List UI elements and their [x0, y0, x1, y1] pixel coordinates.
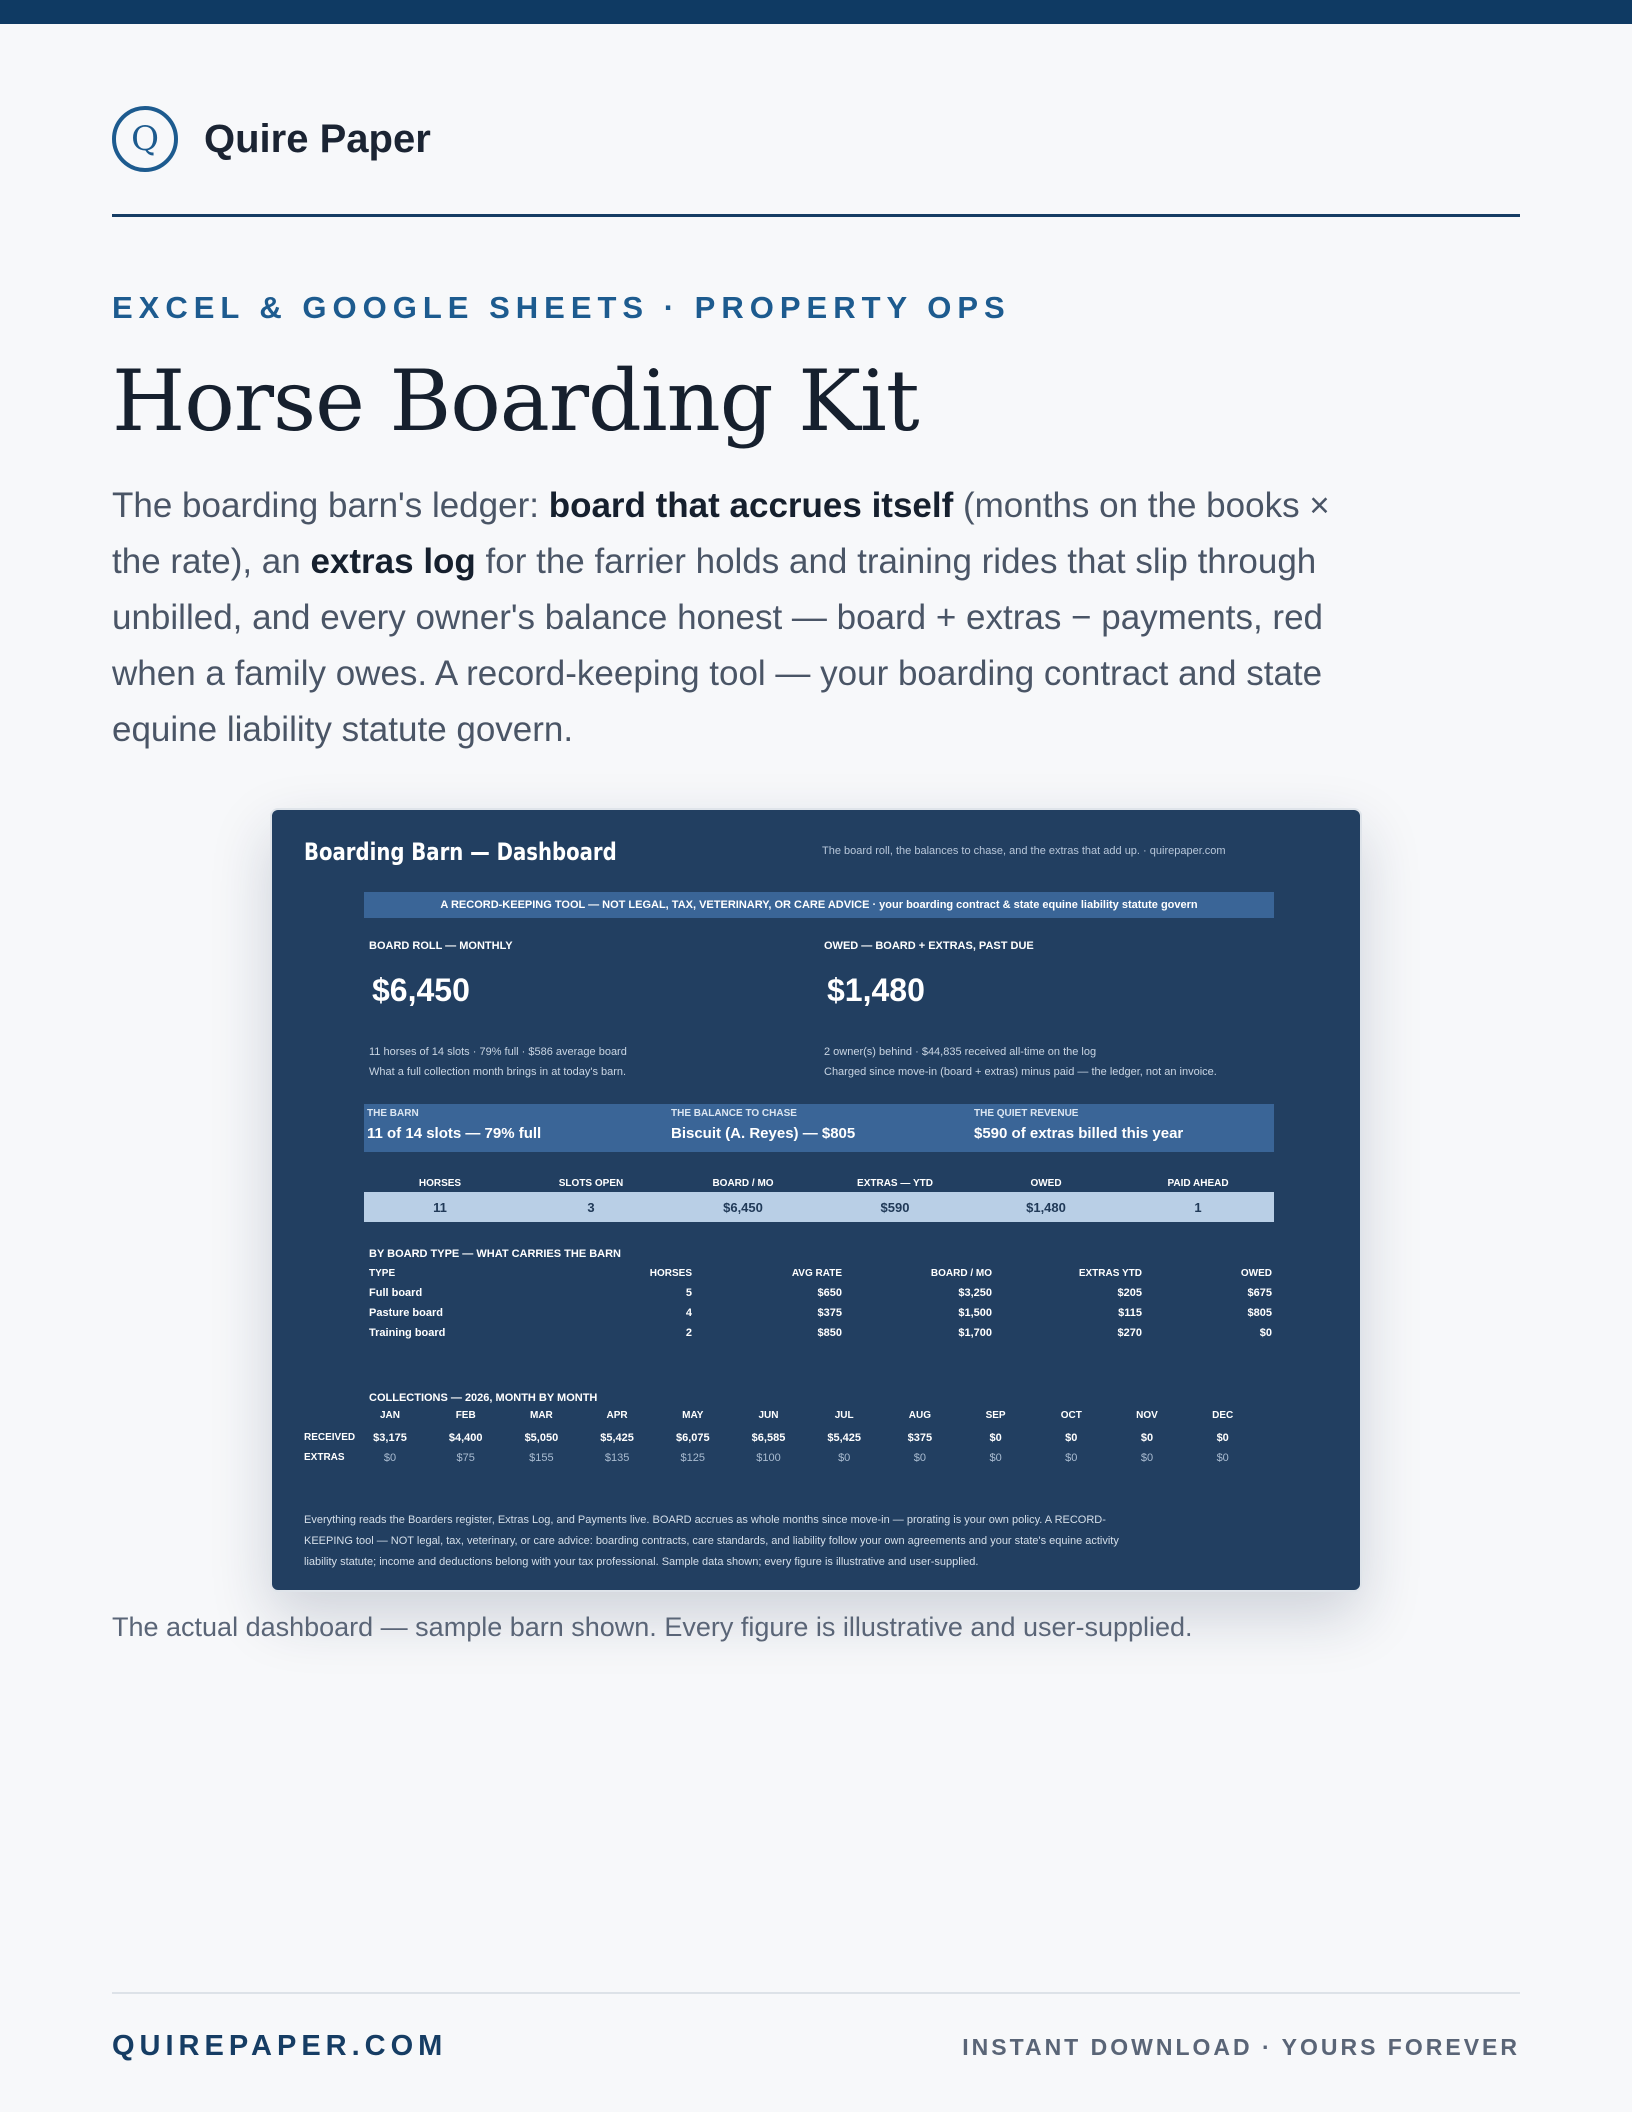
owed-value: $1,480: [827, 972, 925, 1008]
header-divider: [112, 214, 1520, 217]
table-cell: Training board: [369, 1327, 446, 1339]
table-header: TYPE: [369, 1268, 396, 1279]
product-description: The boarding barn's ledger: board that accrues itself (months on the books × the rate), an extras log for the farrier holds and training rides that slip through unbilled, and every owner's balance honest — board + extras − payments, red when a family owes. A record-keeping tool — your boarding contract and state equine liability statute govern.: [112, 486, 1330, 749]
received-value: $6,075: [675, 1432, 710, 1444]
table-cell: Pasture board: [369, 1307, 443, 1319]
insight-card: [971, 1104, 1274, 1152]
insight-card-label: THE QUIET REVENUE: [974, 1108, 1079, 1119]
extras-value: $0: [838, 1452, 851, 1464]
kpi-value: $590: [880, 1200, 910, 1215]
table-cell: $1,500: [958, 1307, 992, 1319]
dashboard-footnote: Everything reads the Boarders register, Extras Log, and Payments live. BOARD accrues as whole months since move-in — prorating is your own policy. A RECORD-KEEPING tool — NOT legal, tax, veterinary, or care advice: boarding contracts, care standards, and liability follow your own agreements and your state's equine activity liability statute; income and deductions belong with your tax professional. Sample data shown; every figure is illustrative and user-supplied.: [304, 1514, 1119, 1568]
kpi-header: EXTRAS — YTD: [857, 1178, 933, 1189]
board-roll-value: $6,450: [372, 972, 470, 1008]
dashboard-screenshot: [270, 808, 1362, 1592]
extras-value: $0: [989, 1452, 1002, 1464]
table-cell: $850: [817, 1327, 842, 1339]
footer-divider: [112, 1992, 1520, 1994]
board-roll-label: BOARD ROLL — MONTHLY: [369, 940, 513, 952]
kpi-header: SLOTS OPEN: [558, 1178, 624, 1189]
top-accent-bar: [0, 0, 1632, 24]
table-cell: $650: [817, 1287, 842, 1299]
month-header: AUG: [908, 1410, 931, 1421]
table-cell: $115: [1118, 1307, 1142, 1319]
table-cell: $375: [817, 1307, 842, 1319]
kpi-header: HORSES: [418, 1178, 462, 1189]
table-cell: $205: [1117, 1287, 1142, 1299]
brand-mark-icon: Q: [112, 106, 178, 172]
extras-value: $0: [1216, 1452, 1229, 1464]
insight-card-value: Biscuit (A. Reyes) — $805: [671, 1125, 856, 1142]
table-header: BOARD / MO: [930, 1268, 992, 1279]
kpi-header: PAID AHEAD: [1167, 1178, 1229, 1189]
board-roll-note: 11 horses of 14 slots · 79% full · $586 average board: [369, 1046, 627, 1058]
table-cell: $0: [1259, 1327, 1272, 1339]
table-cell: $805: [1247, 1307, 1272, 1319]
row-label: EXTRAS: [304, 1452, 345, 1463]
table-header: HORSES: [649, 1268, 692, 1279]
month-header: JUN: [758, 1410, 779, 1421]
kpi-header: BOARD / MO: [712, 1178, 774, 1189]
brand-name: Quire Paper: [204, 116, 431, 161]
received-value: $375: [907, 1432, 933, 1444]
kpi-value: 11: [433, 1200, 447, 1215]
table-cell: $1,700: [958, 1327, 992, 1339]
table-cell: 5: [685, 1287, 692, 1299]
table-cell: $675: [1247, 1287, 1272, 1299]
collections-title: COLLECTIONS — 2026, MONTH BY MONTH: [369, 1392, 598, 1404]
extras-value: $125: [680, 1452, 706, 1464]
received-value: $0: [989, 1432, 1002, 1444]
footer-tagline: INSTANT DOWNLOAD · YOURS FOREVER: [962, 2034, 1520, 2060]
month-header: OCT: [1060, 1410, 1082, 1421]
owed-note: 2 owner(s) behind · $44,835 received all-time on the log: [824, 1046, 1097, 1058]
screenshot-caption: The actual dashboard — sample barn shown. Every figure is illustrative and user-supplied.: [112, 1612, 1193, 1642]
month-header: SEP: [985, 1410, 1006, 1421]
board-roll-note: What a full collection month brings in at today's barn.: [369, 1066, 627, 1078]
insight-card-label: THE BARN: [367, 1108, 419, 1119]
insight-card: [668, 1104, 971, 1152]
extras-value: $100: [756, 1452, 781, 1464]
extras-value: $0: [1065, 1452, 1078, 1464]
insight-card-value: 11 of 14 slots — 79% full: [367, 1125, 542, 1142]
month-header: MAY: [682, 1410, 704, 1421]
category-eyebrow: EXCEL & GOOGLE SHEETS · PROPERTY OPS: [112, 290, 1011, 325]
footer-site-link[interactable]: QUIREPAPER.COM: [112, 2030, 448, 2062]
owed-note: Charged since move-in (board + extras) minus paid — the ledger, not an invoice.: [824, 1066, 1217, 1078]
received-value: $0: [1216, 1432, 1229, 1444]
table-header: OWED: [1240, 1268, 1272, 1279]
table-cell: 2: [685, 1327, 692, 1339]
received-value: $4,400: [448, 1432, 483, 1444]
month-header: APR: [606, 1410, 628, 1421]
dashboard-subtitle: The board roll, the balances to chase, and the extras that add up. · quirepaper.com: [822, 845, 1226, 857]
received-value: $5,425: [827, 1432, 862, 1444]
received-value: $0: [1065, 1432, 1078, 1444]
table-cell: Full board: [369, 1287, 423, 1299]
month-header: MAR: [530, 1410, 553, 1421]
month-header: NOV: [1136, 1410, 1158, 1421]
table-header: EXTRAS YTD: [1078, 1268, 1142, 1279]
table-cell: $270: [1117, 1327, 1142, 1339]
month-header: DEC: [1212, 1410, 1234, 1421]
received-value: $5,425: [600, 1432, 634, 1444]
kpi-value: $6,450: [723, 1200, 763, 1215]
kpi-value: 3: [587, 1200, 595, 1215]
received-value: $0: [1140, 1432, 1154, 1444]
insight-card: [364, 1104, 668, 1152]
dashboard-title: Boarding Barn — Dashboard: [304, 838, 617, 866]
received-value: $6,585: [751, 1432, 786, 1444]
month-header: JAN: [379, 1410, 400, 1421]
received-value: $3,175: [373, 1432, 407, 1444]
owed-label: OWED — BOARD + EXTRAS, PAST DUE: [824, 940, 1034, 952]
brand-logo[interactable]: [112, 102, 431, 176]
board-type-title: BY BOARD TYPE — WHAT CARRIES THE BARN: [369, 1248, 621, 1260]
month-header: FEB: [455, 1410, 476, 1421]
disclaimer-banner: A RECORD-KEEPING TOOL — NOT LEGAL, TAX, VETERINARY, OR CARE ADVICE · your boarding contract & state equine liability statute govern: [364, 892, 1274, 918]
extras-value: $135: [604, 1452, 630, 1464]
extras-value: $75: [456, 1452, 475, 1464]
extras-value: $155: [529, 1452, 554, 1464]
insight-card-value: $590 of extras billed this year: [974, 1125, 1184, 1142]
received-value: $5,050: [524, 1432, 559, 1444]
row-label: RECEIVED: [304, 1432, 356, 1443]
extras-value: $0: [1140, 1452, 1154, 1464]
extras-value: $0: [913, 1452, 927, 1464]
table-cell: $3,250: [958, 1287, 992, 1299]
kpi-value: $1,480: [1026, 1200, 1066, 1215]
page-title: Horse Boarding Kit: [112, 352, 919, 450]
kpi-value: 1: [1194, 1200, 1202, 1215]
table-cell: 4: [685, 1307, 692, 1319]
insight-card-label: THE BALANCE TO CHASE: [671, 1108, 797, 1119]
extras-value: $0: [383, 1452, 397, 1464]
month-header: JUL: [834, 1410, 854, 1421]
kpi-header: OWED: [1030, 1178, 1062, 1189]
table-header: AVG RATE: [791, 1268, 842, 1279]
